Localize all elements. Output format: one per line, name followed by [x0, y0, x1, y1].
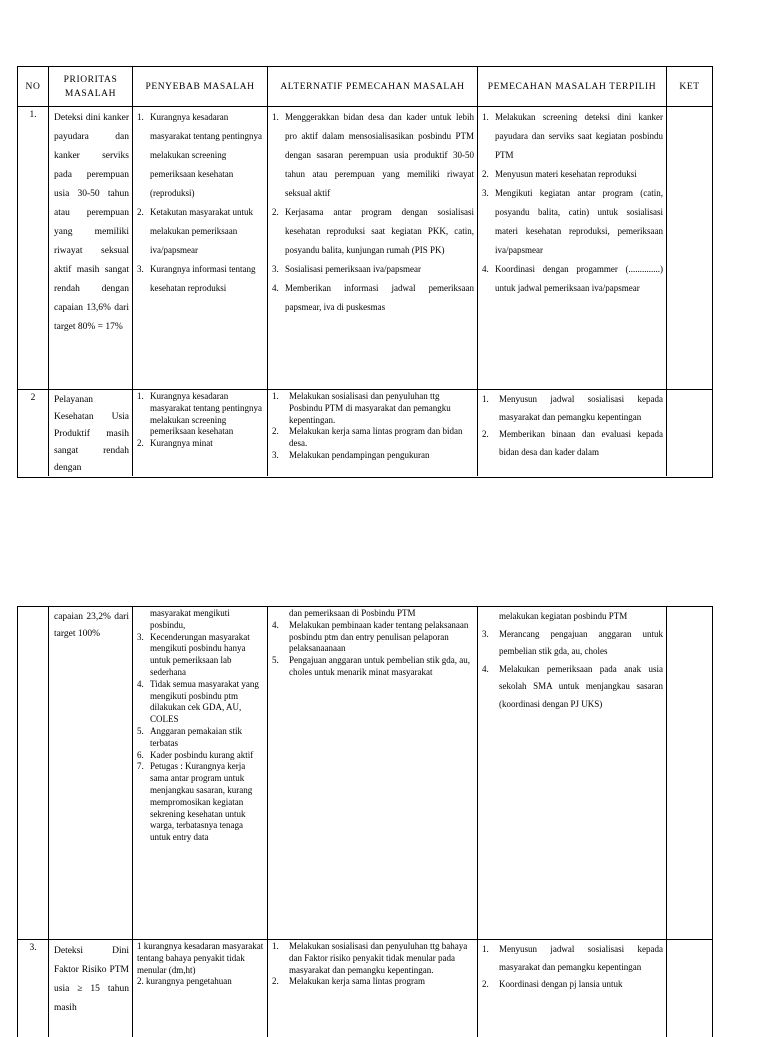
cause-item: 4. Tidak semua masyarakat yang mengikuti posbindu ptm dilakukan cek GDA, AU, COLES — [137, 678, 259, 725]
selected-item: 1. Menyusun jadwal sosialisasi kepada masyarakat dan pemangku kepentingan — [482, 394, 663, 422]
row-2c-ket — [667, 607, 712, 939]
cause-item: 6. Kader posbindu kurang aktif — [137, 749, 254, 760]
table-page-2 — [17, 606, 713, 1037]
cause-item: 2. kurangnya pengetahuan — [137, 976, 232, 987]
table-page-1 — [17, 66, 713, 478]
selected-item: 4. Koordinasi dengan progammer (..............) untuk jadwal pemeriksaan iva/papsmear — [482, 264, 663, 293]
table-row-3 — [18, 940, 712, 1037]
row-2c-no — [18, 607, 49, 939]
header-alternative: ALTERNATIF PEMECAHAN MASALAH — [268, 67, 478, 106]
cause-item: 2. Ketakutan masyarakat untuk melakukan pemeriksaan iva/papsmear — [137, 207, 253, 255]
table-header — [18, 67, 712, 107]
row-2c-priority: capaian 23,2% dari target 100% — [49, 607, 133, 939]
alternative-item: 1. Menggerakkan bidan desa dan kader untuk lebih pro aktif dalam mensosialisasikan posbindu PTM dengan sasaran perempuan usia produktif 30-50 tahun atau perempuan yang memiliki riwayat seksual aktif — [272, 112, 474, 198]
cause-item: 1 kurangnya kesadaran masyarakat tentang bahaya penyakit tidak menular (dm,ht) — [137, 941, 264, 975]
selected-item: 2. Memberikan binaan dan evaluasi kepada bidan desa dan kader dalam — [482, 429, 663, 457]
selected-item: 3. Merancang pengajuan anggaran untuk pembelian stik gda, au, choles — [482, 628, 663, 656]
header-cause: PENYEBAB MASALAH — [133, 67, 268, 106]
alternative-item: 4. Melakukan pembinaan kader tentang pelaksanaan posbindu ptm dan entry penulisan pelaporan pelaksanaanaan — [272, 619, 469, 654]
row-2-selected — [478, 390, 667, 476]
header-priority: PRIORITAS MASALAH — [49, 67, 133, 106]
cause-item: 1. Kurangnya kesadaran masyarakat tentang pentingnya melakukan screening pemeriksaan kesehatan (reproduksi) — [137, 112, 262, 198]
alternative-item: 3. Melakukan pendampingan pengukuran — [272, 449, 430, 460]
row-1-priority: Deteksi dini kanker payudara dan kanker serviks pada perempuan usia 30-50 tahun atau perempuan yang memiliki riwayat seksual aktif masih sangat rendah dengan capaian 13,6% dari target 80% = 17% — [49, 107, 133, 389]
cause-item: 5. Anggaran pemakaian stik terbatas — [137, 725, 242, 748]
cause-item: 3. Kurangnya informasi tentang kesehatan reproduksi — [137, 264, 256, 293]
row-2c-causes — [133, 607, 268, 939]
row-1-causes — [133, 107, 268, 389]
header-ket: KET — [679, 81, 700, 92]
selected-item: 3. Mengikuti kegiatan antar program (catin, posyandu balita, catin) untuk sosialisasi materi kesehatan reproduksi, pemeriksaan iva/papsmear — [482, 188, 663, 255]
table-row-1 — [18, 107, 712, 390]
row-3-no: 3. — [18, 940, 49, 1037]
row-3-ket — [667, 940, 712, 1037]
row-2-alternatives — [268, 390, 478, 476]
header-selected: PEMECAHAN MASALAH TERPILIH — [478, 67, 667, 106]
cause-item: 2. Kurangnya minat — [137, 438, 213, 449]
cause-item: 1. Kurangnya kesadaran masyarakat tentang pentingnya melakukan screening pemeriksaan kesehatan — [137, 391, 262, 437]
header-no: NO — [18, 67, 49, 106]
row-3-alternatives — [268, 940, 478, 1037]
row-2-causes — [133, 390, 268, 476]
alternative-item: dan pemeriksaan di Posbindu PTM — [289, 608, 416, 618]
alternative-item: 2. Melakukan kerja sama lintas program — [272, 976, 425, 987]
selected-item: 4. Melakukan pemeriksaan pada anak usia sekolah SMA untuk menjangkau sasaran (koordinasi dengan PJ UKS) — [482, 663, 663, 709]
cause-item: masyarakat mengikuti posbindu, — [150, 608, 230, 630]
row-2-ket — [667, 390, 712, 476]
row-2-no: 2 — [18, 390, 49, 476]
row-3-selected — [478, 940, 667, 1037]
selected-item: melakukan kegiatan posbindu PTM — [499, 611, 628, 621]
alternative-item: 3. Sosialisasi pemeriksaan iva/papsmear — [272, 264, 421, 274]
alternative-item: 1. Melakukan sosialisasi dan penyuluhan ttg bahaya dan Faktor risiko penyakit tidak menular pada masyarakat dan pemangku kepentingan. — [272, 941, 468, 975]
row-1-ket — [667, 107, 712, 389]
row-2-priority: Pelayanan Kesehatan Usia Produktif masih sangat rendah dengan — [49, 390, 133, 476]
row-1-no: 1. — [18, 107, 49, 389]
row-2c-alternatives — [268, 607, 478, 939]
row-3-causes — [133, 940, 268, 1037]
row-2c-selected — [478, 607, 667, 939]
selected-item: 2. Menyusun materi kesehatan reproduksi — [482, 169, 637, 179]
selected-item: 1. Melakukan screening deteksi dini kanker payudara dan serviks saat kegiatan posbindu PTM — [482, 112, 663, 160]
table-row-2 — [18, 390, 712, 476]
table-row-2-continued — [18, 607, 712, 940]
alternative-item: 4. Memberikan informasi jadwal pemeriksaan papsmear, iva di puskesmas — [272, 283, 474, 312]
alternative-item: 1. Melakukan sosialisasi dan penyuluhan ttg Posbindu PTM di masyarakat dan pemangku kepentingan. — [272, 391, 451, 425]
alternative-item: 2. Kerjasama antar program dengan sosialisasi kesehatan reproduksi saat kegiatan PKK, catin, posyandu balita, kunjungan rumah (PIS PK) — [272, 207, 474, 255]
row-1-alternatives — [268, 107, 478, 389]
row-1-selected — [478, 107, 667, 389]
cause-item: 3. Kecenderungan masyarakat mengikuti posbindu hanya untuk pemeriksaan lab sederhana — [137, 631, 250, 677]
alternative-item: 2. Melakukan kerja sama lintas program dan bidan desa. — [272, 426, 463, 449]
alternative-item: 5. Pengajuan anggaran untuk pembelian stik gda, au, choles untuk menarik minat masyarakat — [272, 655, 470, 677]
cause-item: 7. Petugas : Kurangnya kerja sama antar program untuk menjangkau sasaran, kurang mempromosikan kegiatan sekrening kesehatan untuk warga, terbatasnya tenaga untuk entry data — [137, 761, 253, 843]
row-3-priority: Deteksi Dini Faktor Risiko PTM usia ≥ 15 tahun masih — [49, 940, 133, 1037]
selected-item: 1. Menyusun jadwal sosialisasi kepada masyarakat dan pemangku kepentingan — [482, 944, 663, 972]
selected-item: 2. Koordinasi dengan pj lansia untuk — [482, 979, 623, 989]
